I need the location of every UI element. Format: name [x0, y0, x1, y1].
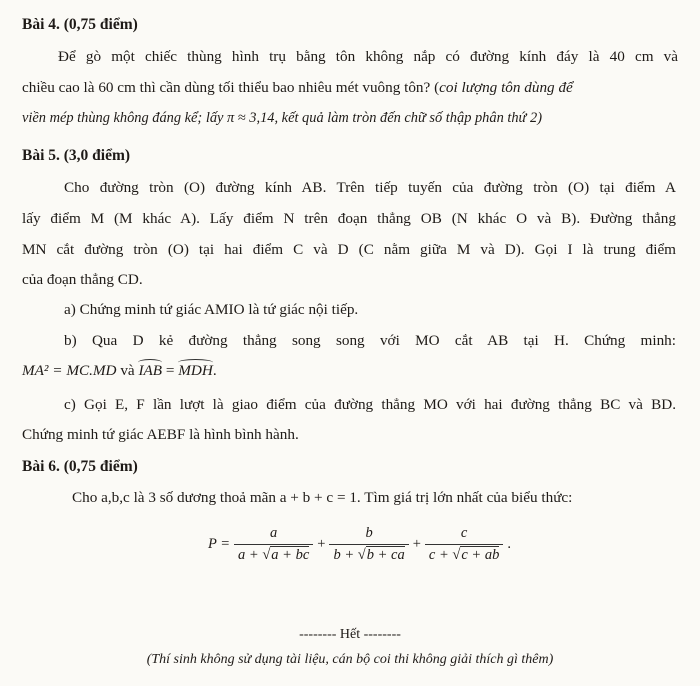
- problem-5-line-1: Cho đường tròn (O) đường kính AB. Trên tiếp tuyến của đường tròn (O) tại điểm A: [64, 179, 676, 196]
- problem-4-line-3: viền mép thùng không đáng kể; lấy π ≈ 3,14, kết quả làm tròn đến chữ số thập phân thứ 2): [22, 110, 542, 126]
- plus-sign: +: [412, 535, 421, 552]
- radicand: b + ca: [366, 546, 405, 563]
- problem-5-line-3: MN cắt đường tròn (O) tại hai điểm C và D (C nằm giữa M và D). Gọi I là trung điểm: [22, 241, 676, 258]
- equals-sign: =: [162, 362, 179, 379]
- period: .: [507, 535, 511, 552]
- period: .: [212, 362, 217, 379]
- conjunction: và: [116, 362, 139, 379]
- angle-mdh: MDH: [178, 362, 213, 379]
- numerator: a: [270, 524, 278, 541]
- problem-5-part-a: a) Chứng minh tứ giác AMIO là tứ giác nội tiếp.: [64, 301, 359, 318]
- problem-5-part-c-line-2: Chứng minh tứ giác AEBF là hình bình hành.: [22, 426, 299, 443]
- expression-p-formula: [208, 516, 511, 572]
- numerator: c: [460, 524, 468, 541]
- problem-6-line-1: Cho a,b,c là 3 số dương thoả mãn a + b + c = 1. Tìm giá trị lớn nhất của biểu thức:: [72, 489, 573, 506]
- problem-4-heading: Bài 4. (0,75 điểm): [22, 16, 138, 33]
- problem-5-part-c-line-1: c) Gọi E, F lần lượt là giao điểm của đường thẳng MO với hai đường thẳng BC và BD.: [64, 396, 676, 413]
- den-term: b +: [333, 546, 358, 563]
- end-mark: -------- Hết --------: [299, 627, 401, 642]
- denominator: b + √b + ca: [329, 544, 408, 564]
- fraction-term-3: [425, 525, 503, 564]
- problem-5-line-2: lấy điểm M (M khác A). Lấy điểm N trên đoạn thẳng OB (N khác O và B). Đường thẳng: [22, 210, 676, 227]
- fraction-term-2: [329, 525, 408, 564]
- problem-4-line-2-text: chiều cao là 60 cm thì cần dùng tối thiểu bao nhiêu mét vuông tôn? (: [22, 79, 440, 96]
- radicand: c + ab: [461, 546, 500, 563]
- problem-5-part-b-line-2: [22, 362, 217, 380]
- den-term: a +: [238, 546, 263, 563]
- denominator: c + √c + ab: [425, 544, 503, 564]
- problem-4-line-2-note: coi lượng tôn dùng để: [439, 79, 573, 96]
- problem-4-line-2: [22, 79, 678, 97]
- denominator: a + √a + bc: [234, 544, 313, 564]
- problem-5-line-4: của đoạn thẳng CD.: [22, 271, 143, 288]
- problem-6-heading: Bài 6. (0,75 điểm): [22, 458, 138, 475]
- numerator: b: [365, 524, 373, 541]
- radicand: a + bc: [271, 546, 310, 563]
- fraction-term-1: [234, 525, 313, 564]
- equation-ma-squared: MA² = MC.MD: [22, 362, 117, 379]
- den-term: c +: [428, 546, 453, 563]
- footer-note: (Thí sinh không sử dụng tài liệu, cán bộ coi thi không giải thích gì thêm): [146, 652, 554, 667]
- problem-5-heading: Bài 5. (3,0 điểm): [22, 147, 131, 164]
- angle-iab: IAB: [138, 362, 163, 379]
- problem-5-part-b-line-1: b) Qua D kẻ đường thẳng song song với MO cắt AB tại H. Chứng minh:: [64, 332, 676, 349]
- problem-4-line-1: Để gò một chiếc thùng hình trụ bằng tôn không nắp có đường kính đáy là 40 cm và: [58, 48, 678, 65]
- formula-lhs: P =: [208, 535, 231, 552]
- plus-sign: +: [317, 535, 326, 552]
